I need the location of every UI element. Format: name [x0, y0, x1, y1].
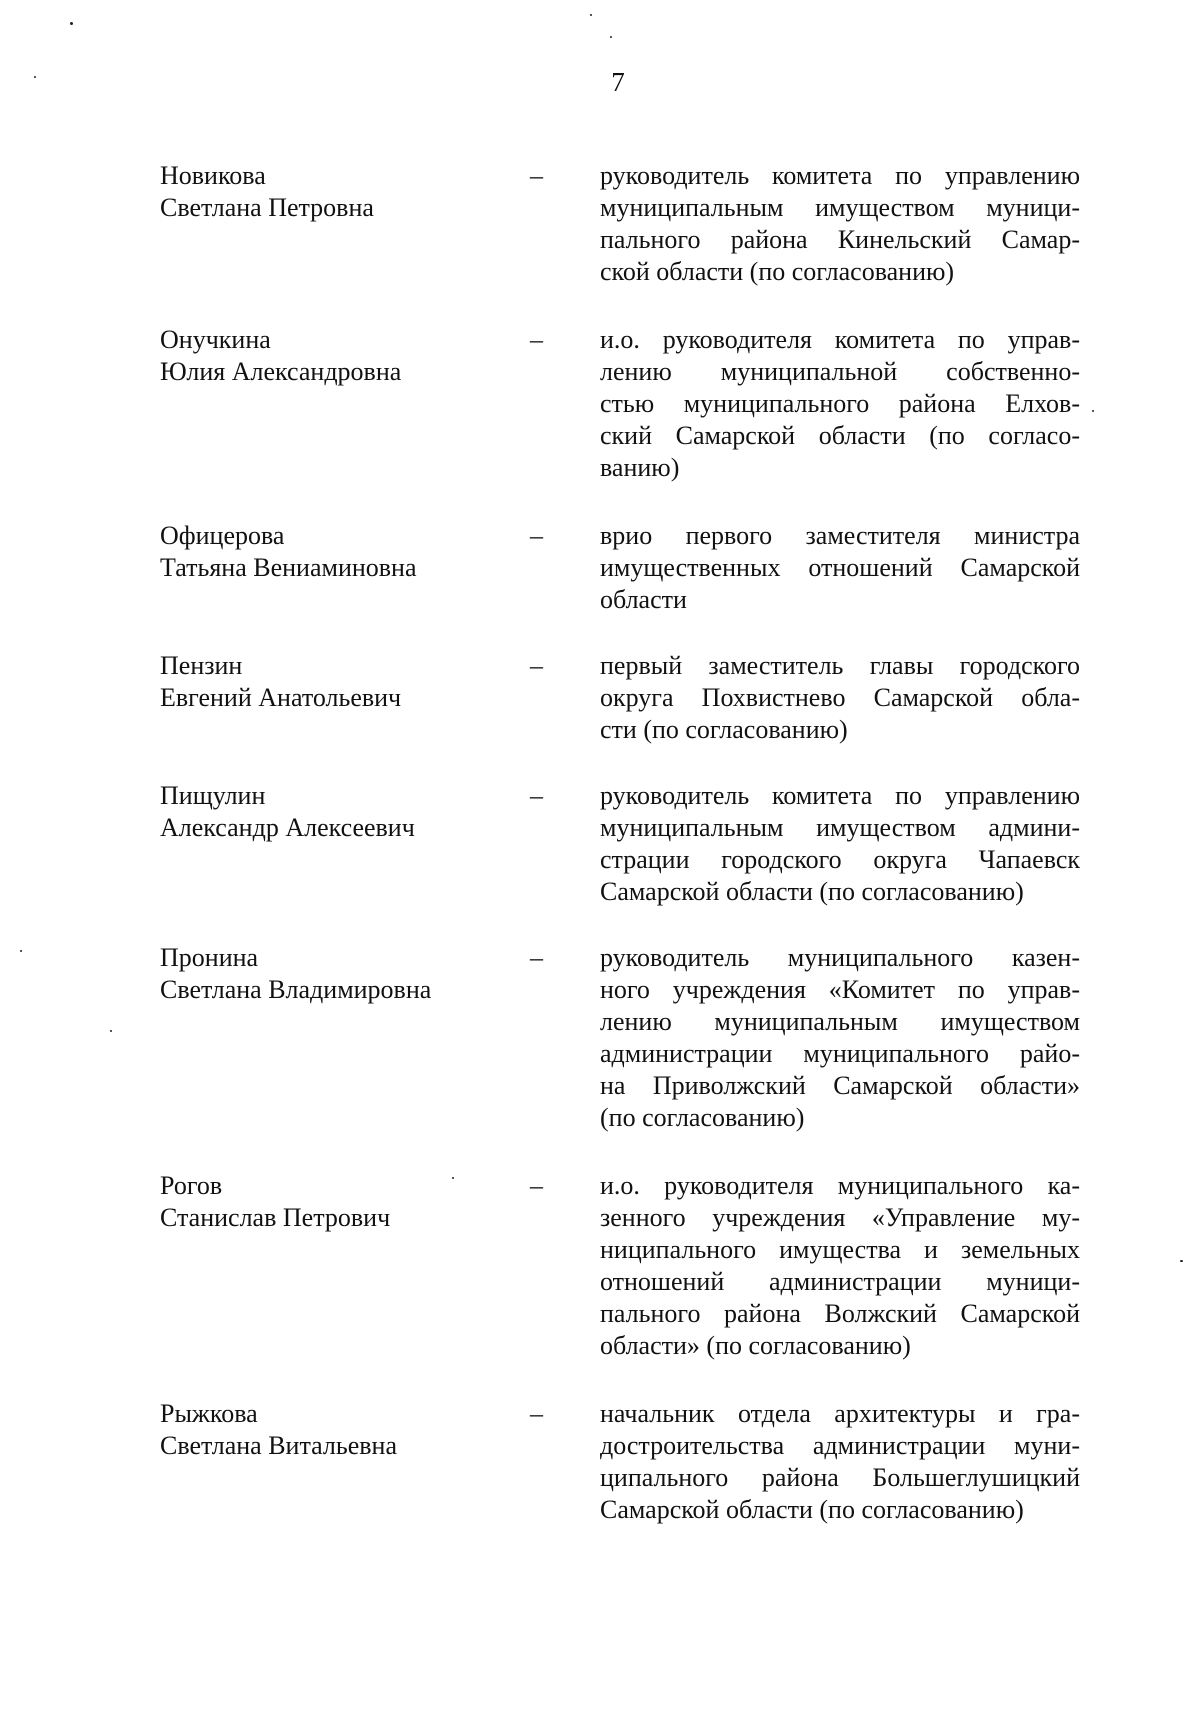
role-line: и.о. руководителя комитета по управ- [600, 325, 1080, 354]
member-entry [0, 780, 1200, 942]
member-surname: Новикова [160, 161, 266, 190]
member-name [160, 942, 530, 1006]
role-line: пального района Волжский Самарской [600, 1299, 1080, 1328]
member-surname: Онучкина [160, 325, 271, 354]
member-entry [0, 324, 1200, 520]
member-surname: Офицерова [160, 521, 285, 550]
role-line: страции городского округа Чапаевск [600, 845, 1080, 874]
member-role [600, 520, 1080, 616]
role-line: ванию) [600, 453, 680, 482]
member-name [160, 1398, 530, 1462]
role-line: пального района Кинельский Самар- [600, 225, 1080, 254]
member-name [160, 324, 530, 388]
member-given-names: Татьяна Вениаминовна [160, 553, 417, 582]
role-line: начальник отдела архитектуры и гра- [600, 1399, 1080, 1428]
role-line: врио первого заместителя министра [600, 521, 1080, 550]
member-surname: Пензин [160, 651, 243, 680]
member-given-names: Станислав Петрович [160, 1203, 391, 1232]
role-line: первый заместитель главы городского [600, 651, 1080, 680]
dash-separator: – [530, 325, 543, 354]
dash-separator: – [530, 521, 543, 550]
member-entry [0, 942, 1200, 1170]
member-name [160, 1170, 530, 1234]
member-entry [0, 1398, 1200, 1538]
member-given-names: Александр Алексеевич [160, 813, 415, 842]
member-name [160, 780, 530, 844]
member-surname: Пронина [160, 943, 259, 972]
role-line: (по согласованию) [600, 1103, 805, 1132]
member-given-names: Светлана Петровна [160, 193, 374, 222]
role-line: ский Самарской области (по согласо- [600, 421, 1080, 450]
role-line: зенного учреждения «Управление му- [600, 1203, 1080, 1232]
dash-separator: – [530, 781, 543, 810]
dash-separator: – [530, 1399, 543, 1428]
role-line: руководитель комитета по управлению [600, 781, 1080, 810]
member-given-names: Юлия Александровна [160, 357, 402, 386]
role-line: и.о. руководителя муниципального ка- [600, 1171, 1080, 1200]
role-line: администрации муниципального райо- [600, 1039, 1080, 1068]
member-entry [0, 520, 1200, 650]
role-line: округа Похвистнево Самарской обла- [600, 683, 1080, 712]
role-line: достроительства администрации муни- [600, 1431, 1080, 1460]
member-given-names: Светлана Витальевна [160, 1431, 397, 1460]
role-line: области [600, 585, 687, 614]
role-line: Самарской области (по согласованию) [600, 1495, 1024, 1524]
role-line: муниципальным имуществом админи- [600, 813, 1080, 842]
member-name [160, 650, 530, 714]
member-entry [0, 650, 1200, 780]
role-line: на Приволжский Самарской области» [600, 1071, 1080, 1100]
member-entry [0, 160, 1200, 324]
role-line: муниципальным имуществом муници- [600, 193, 1080, 222]
member-role [600, 942, 1080, 1134]
role-line: ниципального имущества и земельных [600, 1235, 1080, 1264]
role-line: лению муниципальной собственно- [600, 357, 1080, 386]
role-line: области» (по согласованию) [600, 1331, 911, 1360]
member-role [600, 650, 1080, 746]
role-line: сти (по согласованию) [600, 715, 848, 744]
member-role [600, 1398, 1080, 1526]
member-name [160, 160, 530, 224]
member-role [600, 780, 1080, 908]
role-line: стью муниципального района Елхов- [600, 389, 1080, 418]
role-line: Самарской области (по согласованию) [600, 877, 1024, 906]
role-line: руководитель комитета по управлению [600, 161, 1080, 190]
member-name [160, 520, 530, 584]
member-surname: Пищулин [160, 781, 266, 810]
page-number: 7 [611, 67, 625, 97]
dash-separator: – [530, 1171, 543, 1200]
role-line: руководитель муниципального казен- [600, 943, 1080, 972]
dash-separator: – [530, 651, 543, 680]
dash-separator: – [530, 161, 543, 190]
role-line: имущественных отношений Самарской [600, 553, 1080, 582]
member-entry [0, 1170, 1200, 1398]
member-given-names: Евгений Анатольевич [160, 683, 402, 712]
role-line: ного учреждения «Комитет по управ- [600, 975, 1080, 1004]
role-line: лению муниципальным имуществом [600, 1007, 1080, 1036]
member-role [600, 160, 1080, 288]
role-line: ципального района Большеглушицкий [600, 1463, 1080, 1492]
member-surname: Рогов [160, 1171, 223, 1200]
role-line: отношений администрации муници- [600, 1267, 1080, 1296]
member-role [600, 1170, 1080, 1362]
role-line: ской области (по согласованию) [600, 257, 955, 286]
members-list [0, 160, 1200, 1538]
member-surname: Рыжкова [160, 1399, 258, 1428]
dash-separator: – [530, 943, 543, 972]
member-given-names: Светлана Владимировна [160, 975, 432, 1004]
member-role [600, 324, 1080, 484]
